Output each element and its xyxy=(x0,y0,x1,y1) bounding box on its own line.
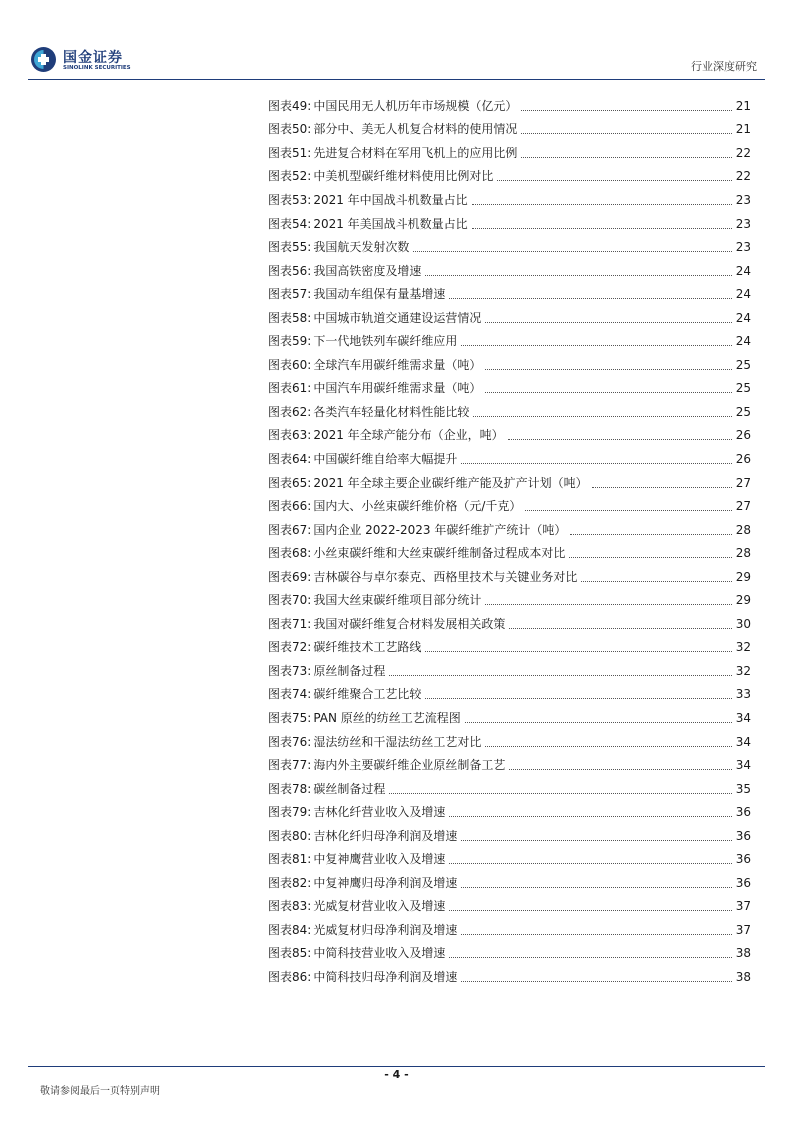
toc-entry[interactable] xyxy=(268,753,751,777)
toc-entry[interactable] xyxy=(268,447,751,471)
toc-entry[interactable] xyxy=(268,377,751,401)
toc-entry-page: 25 xyxy=(735,404,751,419)
toc-entry-label: 图表66: xyxy=(268,499,312,514)
toc-entry-label: 图表79: xyxy=(268,805,312,820)
toc-entry-label: 图表61: xyxy=(268,381,312,396)
toc-entry[interactable] xyxy=(268,94,751,118)
brand-name-cn: 国金证券 xyxy=(63,50,123,66)
toc-entry[interactable] xyxy=(268,918,751,942)
toc-entry-page: 32 xyxy=(735,640,751,655)
toc-entry-page: 36 xyxy=(735,875,751,890)
toc-entry-label: 图表69: xyxy=(268,569,312,584)
toc-entry-label: 图表85: xyxy=(268,946,312,961)
toc-entry-page: 30 xyxy=(735,616,751,631)
toc-entry-label: 图表50: xyxy=(268,122,312,137)
toc-entry-label: 图表58: xyxy=(268,310,312,325)
toc-entry-title: 光威复材归母净利润及增速 xyxy=(313,922,458,937)
toc-entry-title: 湿法纺丝和干湿法纺丝工艺对比 xyxy=(313,734,482,749)
toc-entry-title: 下一代地铁列车碳纤维应用 xyxy=(313,334,458,349)
toc-entry-page: 32 xyxy=(735,663,751,678)
toc-leader-dots xyxy=(389,674,731,676)
toc-entry[interactable] xyxy=(268,871,751,895)
brand-logo xyxy=(30,46,180,74)
toc-entry-page: 21 xyxy=(735,98,751,113)
toc-entry-page: 33 xyxy=(735,687,751,702)
sinolink-logo-icon xyxy=(30,46,57,73)
toc-leader-dots xyxy=(413,250,731,252)
toc-entry-label: 图表77: xyxy=(268,758,312,773)
toc-leader-dots xyxy=(485,745,731,747)
toc-leader-dots xyxy=(509,768,731,770)
toc-leader-dots xyxy=(461,839,731,841)
header-divider xyxy=(28,79,765,80)
toc-entry-label: 图表59: xyxy=(268,334,312,349)
toc-entry-title: 中简科技营业收入及增速 xyxy=(313,946,446,961)
toc-leader-dots xyxy=(525,509,731,511)
toc-entry-label: 图表81: xyxy=(268,852,312,867)
toc-entry[interactable] xyxy=(268,306,751,330)
toc-entry-page: 23 xyxy=(735,216,751,231)
toc-entry-label: 图表54: xyxy=(268,216,312,231)
toc-leader-dots xyxy=(449,815,731,817)
toc-entry-label: 图表49: xyxy=(268,98,312,113)
disclaimer-text: 敬请参阅最后一页特别声明 xyxy=(40,1086,160,1097)
toc-entry-label: 图表83: xyxy=(268,899,312,914)
toc-entry-title: 光威复材营业收入及增速 xyxy=(313,899,446,914)
toc-entry[interactable] xyxy=(268,895,751,919)
toc-leader-dots xyxy=(425,650,731,652)
toc-entry-title: 碳纤维聚合工艺比较 xyxy=(313,687,422,702)
toc-entry[interactable] xyxy=(268,471,751,495)
toc-entry-title: 中国碳纤维自给率大幅提升 xyxy=(313,451,458,466)
toc-entry-page: 27 xyxy=(735,499,751,514)
toc-entry-label: 图表53: xyxy=(268,192,312,207)
toc-leader-dots xyxy=(485,321,731,323)
toc-entry-title: 碳纤维技术工艺路线 xyxy=(313,640,422,655)
toc-entry-title: 我国对碳纤维复合材料发展相关政策 xyxy=(313,616,506,631)
toc-leader-dots xyxy=(592,486,732,488)
toc-entry-label: 图表82: xyxy=(268,875,312,890)
toc-entry-page: 22 xyxy=(735,145,751,160)
toc-entry[interactable] xyxy=(268,118,751,142)
toc-leader-dots xyxy=(461,886,731,888)
toc-entry-title: 碳丝制备过程 xyxy=(313,781,386,796)
toc-leader-dots xyxy=(461,933,731,935)
brand-name-en: SINOLINK SECURITIES xyxy=(63,65,131,71)
toc-entry-label: 图表52: xyxy=(268,169,312,184)
toc-leader-dots xyxy=(473,415,731,417)
toc-entry-title: 国内大、小丝束碳纤维价格（元/千克） xyxy=(313,499,522,514)
toc-entry[interactable] xyxy=(268,777,751,801)
toc-leader-dots xyxy=(485,391,731,393)
toc-entry-page: 27 xyxy=(735,475,751,490)
toc-entry-title: 中国民用无人机历年市场规模（亿元） xyxy=(313,98,518,113)
toc-entry-page: 29 xyxy=(735,569,751,584)
toc-leader-dots xyxy=(425,274,731,276)
toc-entry-page: 28 xyxy=(735,522,751,537)
page-header xyxy=(28,44,765,76)
toc-entry[interactable] xyxy=(268,659,751,683)
toc-entry-label: 图表78: xyxy=(268,781,312,796)
toc-entry-label: 图表60: xyxy=(268,357,312,372)
toc-entry-page: 21 xyxy=(735,122,751,137)
toc-entry-title: 国内企业 2022-2023 年碳纤维扩产统计（吨） xyxy=(313,522,567,537)
toc-entry-title: 中简科技归母净利润及增速 xyxy=(313,970,458,984)
toc-leader-dots xyxy=(449,956,731,958)
toc-entry-label: 图表62: xyxy=(268,404,312,419)
toc-entry-page: 36 xyxy=(735,828,751,843)
toc-entry-label: 图表51: xyxy=(268,145,312,160)
toc-entry-title: 我国动车组保有量基增速 xyxy=(313,287,446,302)
toc-leader-dots xyxy=(521,132,731,134)
toc-entry-page: 25 xyxy=(735,381,751,396)
toc-leader-dots xyxy=(570,533,731,535)
toc-entry-label: 图表74: xyxy=(268,687,312,702)
toc-entry-page: 37 xyxy=(735,899,751,914)
toc-entry-title: 2021 年中国战斗机数量占比 xyxy=(313,192,468,207)
toc-entry[interactable] xyxy=(268,165,751,189)
toc-entry-label: 图表67: xyxy=(268,522,312,537)
toc-entry[interactable] xyxy=(268,282,751,306)
toc-entry-title: 全球汽车用碳纤维需求量（吨） xyxy=(313,357,482,372)
toc-entry-title: PAN 原丝的纺丝工艺流程图 xyxy=(313,710,461,725)
toc-entry-title: 吉林化纤营业收入及增速 xyxy=(313,805,446,820)
toc-entry[interactable] xyxy=(268,706,751,730)
toc-entry-title: 中国汽车用碳纤维需求量（吨） xyxy=(313,381,482,396)
toc-entry[interactable] xyxy=(268,400,751,424)
toc-entry[interactable] xyxy=(268,848,751,872)
toc-leader-dots xyxy=(497,179,731,181)
toc-entry[interactable] xyxy=(268,612,751,636)
toc-leader-dots xyxy=(461,344,731,346)
toc-entry-page: 23 xyxy=(735,192,751,207)
toc-entry[interactable] xyxy=(268,541,751,565)
toc-entry-page: 34 xyxy=(735,758,751,773)
toc-leader-dots xyxy=(485,603,731,605)
toc-leader-dots xyxy=(472,203,732,205)
toc-entry-page: 36 xyxy=(735,852,751,867)
toc-entry-title: 中复神鹰归母净利润及增速 xyxy=(313,875,458,890)
toc-leader-dots xyxy=(508,438,732,440)
toc-entry[interactable] xyxy=(268,800,751,824)
toc-leader-dots xyxy=(449,297,731,299)
toc-entry-label: 图表73: xyxy=(268,663,312,678)
toc-entry-label: 图表76: xyxy=(268,734,312,749)
toc-entry[interactable] xyxy=(268,565,751,589)
toc-entry-label: 图表72: xyxy=(268,640,312,655)
toc-entry-title: 2021 年全球主要企业碳纤维产能及扩产计划（吨） xyxy=(313,475,588,490)
toc-entry[interactable] xyxy=(268,965,751,989)
toc-entry-label: 图表65: xyxy=(268,475,312,490)
toc-entry-page: 35 xyxy=(735,781,751,796)
toc-leader-dots xyxy=(521,109,731,111)
toc-entry-page: 34 xyxy=(735,710,751,725)
toc-entry-label: 图表84: xyxy=(268,922,312,937)
toc-entry[interactable] xyxy=(268,824,751,848)
toc-entry[interactable] xyxy=(268,730,751,754)
toc-entry-page: 22 xyxy=(735,169,751,184)
toc-entry-title: 吉林化纤归母净利润及增速 xyxy=(313,828,458,843)
page-number: - 4 - xyxy=(384,1068,409,1081)
toc-entry-label: 图表63: xyxy=(268,428,312,443)
toc-entry[interactable] xyxy=(268,424,751,448)
toc-entry-label: 图表64: xyxy=(268,451,312,466)
toc-entry-label: 图表57: xyxy=(268,287,312,302)
toc-entry-label: 图表75: xyxy=(268,710,312,725)
toc-entry[interactable] xyxy=(268,188,751,212)
toc-entry-title: 我国大丝束碳纤维项目部分统计 xyxy=(313,593,482,608)
toc-entry-label: 图表68: xyxy=(268,546,312,561)
toc-entry-page: 29 xyxy=(735,593,751,608)
toc-entry[interactable] xyxy=(268,329,751,353)
toc-leader-dots xyxy=(581,580,731,582)
toc-entry[interactable] xyxy=(268,636,751,660)
toc-entry-title: 我国高铁密度及增速 xyxy=(313,263,422,278)
toc-entry-title: 各类汽车轻量化材料性能比较 xyxy=(313,404,470,419)
toc-entry-title: 中美机型碳纤维材料使用比例对比 xyxy=(313,169,494,184)
toc-entry-title: 中国城市轨道交通建设运营情况 xyxy=(313,310,482,325)
toc-entry[interactable] xyxy=(268,494,751,518)
toc-leader-dots xyxy=(461,462,731,464)
toc-entry-title: 小丝束碳纤维和大丝束碳纤维制备过程成本对比 xyxy=(313,546,566,561)
toc-entry-page: 24 xyxy=(735,334,751,349)
toc-entry-label: 图表55: xyxy=(268,240,312,255)
toc-entry-page: 34 xyxy=(735,734,751,749)
report-type: 行业深度研究 xyxy=(691,60,757,73)
toc-leader-dots xyxy=(461,980,731,982)
toc-entry[interactable] xyxy=(268,588,751,612)
toc-entry-label: 图表70: xyxy=(268,593,312,608)
toc-entry-title: 部分中、美无人机复合材料的使用情况 xyxy=(313,122,518,137)
toc-entry[interactable] xyxy=(268,353,751,377)
toc-entry-label: 图表80: xyxy=(268,828,312,843)
toc-leader-dots xyxy=(509,627,731,629)
toc-entry-page: 36 xyxy=(735,805,751,820)
toc-leader-dots xyxy=(521,156,731,158)
toc-entry[interactable] xyxy=(268,518,751,542)
toc-entry-title: 2021 年美国战斗机数量占比 xyxy=(313,216,468,231)
toc-entry-title: 吉林碳谷与卓尔泰克、西格里技术与关键业务对比 xyxy=(313,569,578,584)
toc-entry-page: 24 xyxy=(735,263,751,278)
toc-entry[interactable] xyxy=(268,235,751,259)
footer-divider xyxy=(28,1066,765,1067)
toc-entry-page: 26 xyxy=(735,428,751,443)
toc-leader-dots xyxy=(485,368,731,370)
toc-entry[interactable] xyxy=(268,942,751,966)
toc-entry[interactable] xyxy=(268,141,751,165)
toc-entry-page: 26 xyxy=(735,451,751,466)
toc-entry-label: 图表86: xyxy=(268,970,312,984)
toc-entry-page: 24 xyxy=(735,287,751,302)
toc-leader-dots xyxy=(569,556,731,558)
toc-entry-title: 我国航天发射次数 xyxy=(313,240,410,255)
toc-entry-page: 24 xyxy=(735,310,751,325)
toc-entry-title: 中复神鹰营业收入及增速 xyxy=(313,852,446,867)
table-of-figures xyxy=(268,94,751,989)
toc-entry-page: 25 xyxy=(735,357,751,372)
toc-entry-page: 38 xyxy=(735,946,751,961)
toc-leader-dots xyxy=(465,721,732,723)
toc-leader-dots xyxy=(472,227,732,229)
toc-entry-label: 图表56: xyxy=(268,263,312,278)
toc-entry-title: 原丝制备过程 xyxy=(313,663,386,678)
toc-entry-title: 先进复合材料在军用飞机上的应用比例 xyxy=(313,145,518,160)
toc-leader-dots xyxy=(449,909,731,911)
toc-leader-dots xyxy=(389,792,731,794)
toc-entry-page: 23 xyxy=(735,240,751,255)
toc-leader-dots xyxy=(425,697,731,699)
toc-entry-page: 38 xyxy=(735,970,751,984)
toc-entry-title: 2021 年全球产能分布（企业，吨） xyxy=(313,428,504,443)
toc-entry[interactable] xyxy=(268,683,751,707)
toc-leader-dots xyxy=(449,862,731,864)
toc-entry-title: 海内外主要碳纤维企业原丝制备工艺 xyxy=(313,758,506,773)
toc-entry[interactable] xyxy=(268,259,751,283)
toc-entry-page: 37 xyxy=(735,922,751,937)
toc-entry[interactable] xyxy=(268,212,751,236)
toc-entry-label: 图表71: xyxy=(268,616,312,631)
toc-entry-page: 28 xyxy=(735,546,751,561)
